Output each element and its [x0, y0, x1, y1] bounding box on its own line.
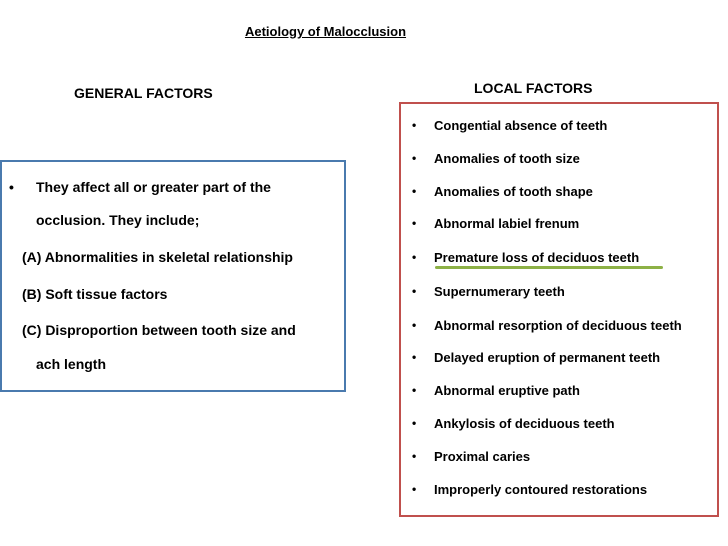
general-line-1: They affect all or greater part of the: [36, 179, 271, 195]
bullet-icon: •: [412, 284, 417, 298]
list-item-text: Proximal caries: [434, 449, 531, 464]
general-factors-box: [0, 160, 346, 392]
local-factors-heading: LOCAL FACTORS: [474, 80, 593, 96]
list-item-text: Anomalies of tooth size: [434, 151, 580, 166]
bullet-icon: •: [412, 250, 417, 264]
list-item-text: Ankylosis of deciduous teeth: [434, 416, 615, 431]
bullet-icon: •: [412, 416, 417, 430]
bullet-icon: •: [412, 449, 417, 463]
list-item-text: Improperly contoured restorations: [434, 482, 648, 497]
general-line-4: (B) Soft tissue factors: [22, 286, 168, 302]
general-factors-heading: GENERAL FACTORS: [74, 85, 213, 101]
bullet-icon: •: [412, 350, 417, 364]
local-factors-box: [399, 102, 719, 517]
bullet-icon: •: [412, 216, 417, 230]
bullet-icon: •: [9, 179, 14, 195]
bullet-icon: •: [412, 118, 417, 132]
list-item-text: Anomalies of tooth shape: [434, 184, 593, 199]
bullet-icon: •: [412, 151, 417, 165]
general-line-5: (C) Disproportion between tooth size and: [22, 322, 296, 338]
list-item-text: Abnormal eruptive path: [434, 383, 580, 398]
bullet-icon: •: [412, 383, 417, 397]
bullet-icon: •: [412, 318, 417, 332]
bullet-icon: •: [412, 184, 417, 198]
general-line-3: (A) Abnormalities in skeletal relationship: [22, 249, 293, 265]
bullet-icon: •: [412, 482, 417, 496]
list-item-text: Abnormal resorption of deciduous teeth: [434, 318, 682, 333]
general-line-6: ach length: [36, 356, 107, 372]
list-item-text: Supernumerary teeth: [434, 284, 565, 299]
slide-title: Aetiology of Malocclusion: [244, 24, 407, 39]
list-item-text: Congential absence of teeth: [434, 118, 608, 133]
list-item-text: Premature loss of deciduos teeth: [434, 250, 640, 265]
list-item-text: Delayed eruption of permanent teeth: [434, 350, 661, 365]
general-line-2: occlusion. They include;: [36, 212, 200, 228]
highlight-underline: [435, 266, 663, 269]
list-item-text: Abnormal labiel frenum: [434, 216, 580, 231]
